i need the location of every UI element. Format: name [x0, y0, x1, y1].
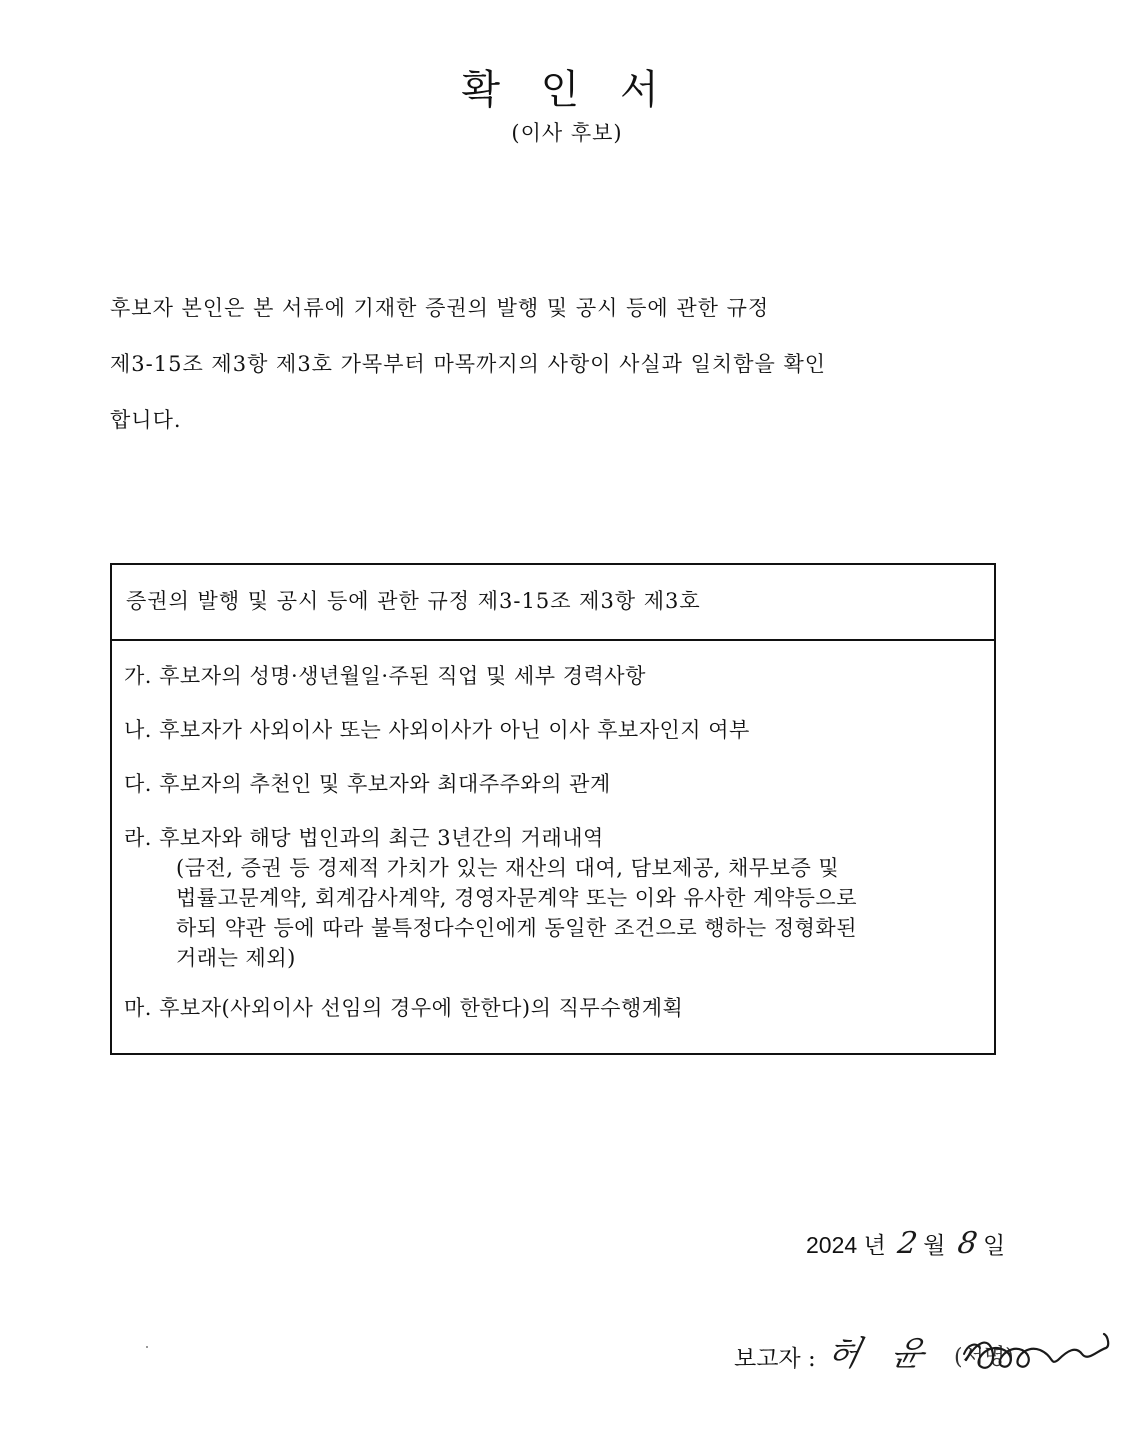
date-month-unit: 월 — [923, 1233, 946, 1259]
regulation-item-ra-detail: 거래는 제외) — [176, 946, 296, 970]
statement-line: 합니다. — [110, 408, 182, 432]
reporter-label: 보고자 : — [734, 1346, 816, 1372]
document-date — [806, 1226, 1005, 1261]
regulation-item-na: 나. 후보자가 사외이사 또는 사외이사가 아닌 이사 후보자인지 여부 — [124, 718, 750, 742]
regulation-item-ra-title: 라. 후보자와 해당 법인과의 최근 3년간의 거래내역 — [124, 826, 604, 850]
reporter-name-handwritten: 허 윤 — [823, 1334, 939, 1374]
regulation-box — [110, 563, 996, 1055]
confirmation-statement — [110, 280, 990, 448]
regulation-item-ma: 마. 후보자(사외이사 선임의 경우에 한한다)의 직무수행계획 — [124, 996, 684, 1020]
regulation-item-ra-detail: 법률고문계약, 회계감사계약, 경영자문계약 또는 이와 유사한 계약등으로 — [176, 886, 857, 910]
seal-placeholder-text: (서명) — [954, 1345, 1014, 1370]
document-subtitle: (이사 후보) — [511, 121, 623, 145]
scan-speck — [146, 1346, 148, 1348]
regulation-item-ra — [124, 823, 994, 973]
regulation-item-ra-detail: 하되 약관 등에 따라 불특정다수인에게 동일한 조건으로 행하는 정형화된 — [176, 916, 857, 940]
date-day-unit: 일 — [982, 1233, 1006, 1259]
date-year: 2024 — [806, 1232, 858, 1258]
regulation-item-ra-detail: (금전, 증권 등 경제적 가치가 있는 재산의 대여, 담보제공, 채무보증 및 — [176, 856, 840, 880]
statement-line: 제3-15조 제3항 제3호 가목부터 마목까지의 사항이 사실과 일치함을 확인 — [110, 352, 827, 376]
regulation-item-da: 다. 후보자의 추천인 및 후보자와 최대주주와의 관계 — [124, 772, 611, 796]
date-year-unit: 년 — [863, 1233, 886, 1259]
regulation-box-header: 증권의 발행 및 공시 등에 관한 규정 제3-15조 제3항 제3호 — [112, 565, 994, 641]
statement-line: 후보자 본인은 본 서류에 기재한 증권의 발행 및 공시 등에 관한 규정 — [110, 296, 770, 320]
date-month: 2 — [895, 1226, 920, 1261]
date-day: 8 — [955, 1226, 980, 1261]
regulation-item-list — [112, 641, 994, 1023]
document-title: 확 인 서 — [461, 67, 673, 113]
regulation-item-ga: 가. 후보자의 성명·생년월일·주된 직업 및 세부 경력사항 — [124, 664, 646, 688]
handwritten-signature-icon — [958, 1320, 1128, 1380]
